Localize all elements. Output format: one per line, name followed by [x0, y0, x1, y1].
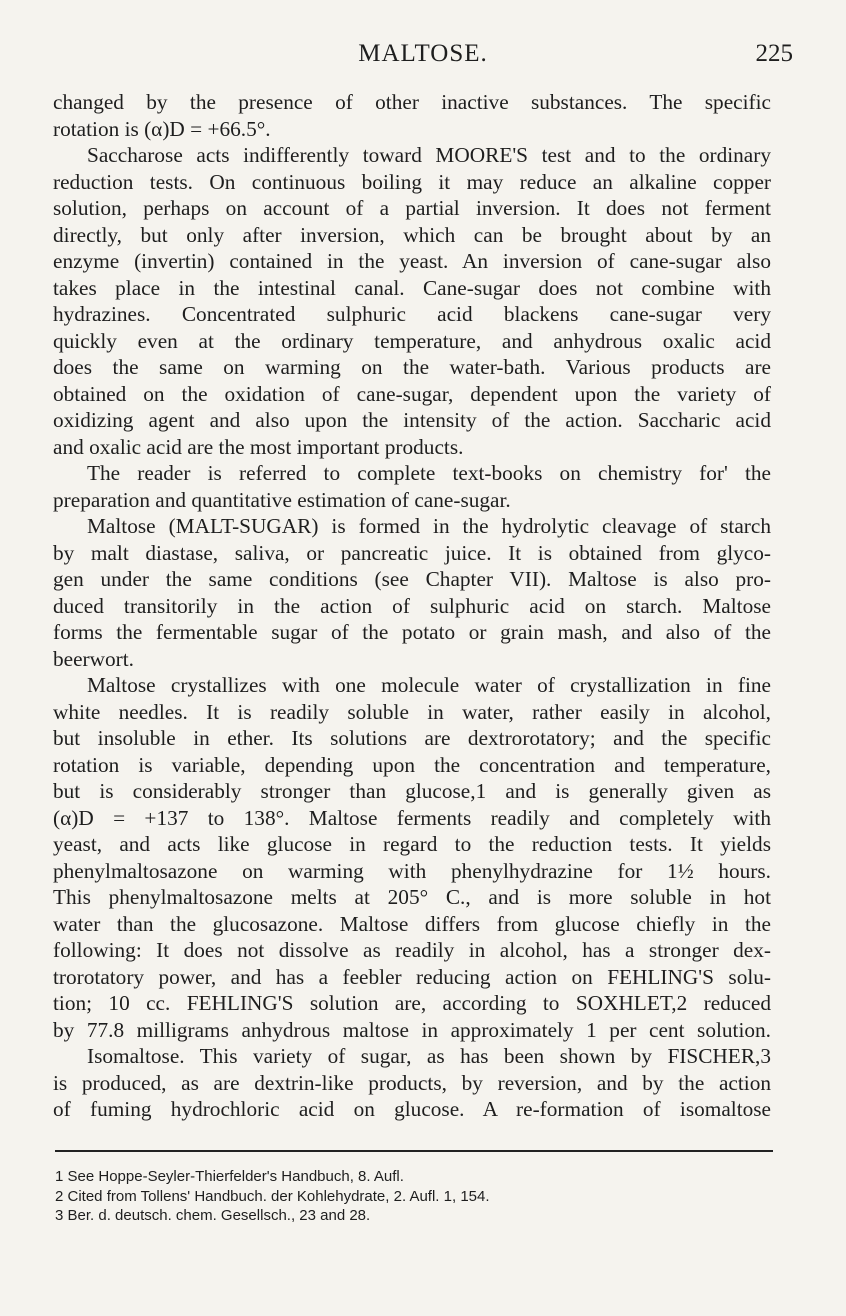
footnote: 3 Ber. d. deutsch. chem. Gesellsch., 23 and 28.: [55, 1207, 371, 1224]
text-line: yeast, and acts like glucose in regard to the reduction tests. It yields: [53, 832, 771, 856]
text-line: preparation and quantitative estimation of cane-sugar.: [53, 487, 511, 512]
page-number: 225: [755, 40, 793, 67]
footnote-divider: [55, 1150, 773, 1152]
text-line: (α)D = +137 to 138°. Maltose ferments readily and completely with: [53, 805, 771, 830]
text-line: trorotatory power, and has a feebler reducing action on FEHLING'S solu-: [53, 964, 771, 989]
text-line: but insoluble in ether. Its solutions are dextrorotatory; and the specific: [53, 726, 771, 750]
footnotes: [55, 1167, 773, 1226]
text-line: following: It does not dissolve as readily in alcohol, has a stronger dex-: [53, 938, 771, 962]
body-text: [53, 89, 771, 1123]
text-line: white needles. It is readily soluble in water, rather easily in alcohol,: [53, 699, 771, 724]
text-line: Saccharose acts indifferently toward MOORE'S test and to the ordinary: [87, 143, 771, 167]
text-line: directly, but only after inversion, which can be brought about by an: [53, 222, 771, 247]
text-line: hydrazines. Concentrated sulphuric acid blackens cane-sugar very: [53, 302, 771, 326]
text-line: oxidizing agent and also upon the intensity of the action. Saccharic acid: [53, 408, 771, 432]
text-line: water than the glucosazone. Maltose differs from glucose chiefly in the: [53, 911, 771, 936]
text-line: tion; 10 cc. FEHLING'S solution are, according to SOXHLET,2 reduced: [53, 991, 771, 1015]
footnote: 1 See Hoppe-Seyler-Thierfelder's Handbuch, 8. Aufl.: [55, 1168, 404, 1185]
text-line: changed by the presence of other inactive substances. The specific: [53, 90, 771, 114]
text-line: gen under the same conditions (see Chapter VII). Maltose is also pro-: [53, 567, 771, 591]
text-line: This phenylmaltosazone melts at 205° C., and is more soluble in hot: [53, 885, 771, 909]
text-line: rotation is variable, depending upon the concentration and temperature,: [53, 752, 771, 777]
text-line: is produced, as are dextrin-like products, by reversion, and by the action: [53, 1070, 771, 1095]
text-line: reduction tests. On continuous boiling it may reduce an alkaline copper: [53, 169, 771, 194]
text-line: of fuming hydrochloric acid on glucose. A re-formation of isomaltose: [53, 1097, 771, 1121]
text-line: beerwort.: [53, 646, 135, 671]
text-line: by 77.8 milligrams anhydrous maltose in approximately 1 per cent solution.: [53, 1017, 771, 1042]
text-line: solution, perhaps on account of a partial inversion. It does not ferment: [53, 196, 771, 220]
text-line: but is considerably stronger than glucose,1 and is generally given as: [53, 779, 771, 803]
text-line: does the same on warming on the water-bath. Various products are: [53, 355, 771, 379]
text-line: quickly even at the ordinary temperature, and anhydrous oxalic acid: [53, 328, 771, 353]
text-line: duced transitorily in the action of sulphuric acid on starch. Maltose: [53, 593, 771, 618]
text-line: and oxalic acid are the most important products.: [53, 434, 464, 459]
text-line: The reader is referred to complete text-books on chemistry for' the: [87, 461, 771, 485]
text-line: Maltose (MALT-SUGAR) is formed in the hydrolytic cleavage of starch: [87, 514, 771, 538]
footnote: 2 Cited from Tollens' Handbuch. der Kohlehydrate, 2. Aufl. 1, 154.: [55, 1187, 490, 1205]
text-line: Isomaltose. This variety of sugar, as has been shown by FISCHER,3: [87, 1044, 771, 1068]
text-line: forms the fermentable sugar of the potato or grain mash, and also of the: [53, 620, 771, 644]
running-title: MALTOSE.: [358, 40, 488, 67]
text-line: takes place in the intestinal canal. Cane-sugar does not combine with: [53, 275, 771, 300]
text-line: by malt diastase, saliva, or pancreatic juice. It is obtained from glyco-: [53, 540, 771, 565]
text-line: Maltose crystallizes with one molecule water of crystallization in fine: [87, 673, 771, 697]
text-line: rotation is (α)D = +66.5°.: [53, 116, 271, 141]
text-line: enzyme (invertin) contained in the yeast. An inversion of cane-sugar also: [53, 249, 771, 273]
text-line: obtained on the oxidation of cane-sugar, dependent upon the variety of: [53, 381, 771, 406]
text-line: phenylmaltosazone on warming with phenylhydrazine for 1½ hours.: [53, 858, 771, 883]
running-head: [0, 40, 846, 74]
